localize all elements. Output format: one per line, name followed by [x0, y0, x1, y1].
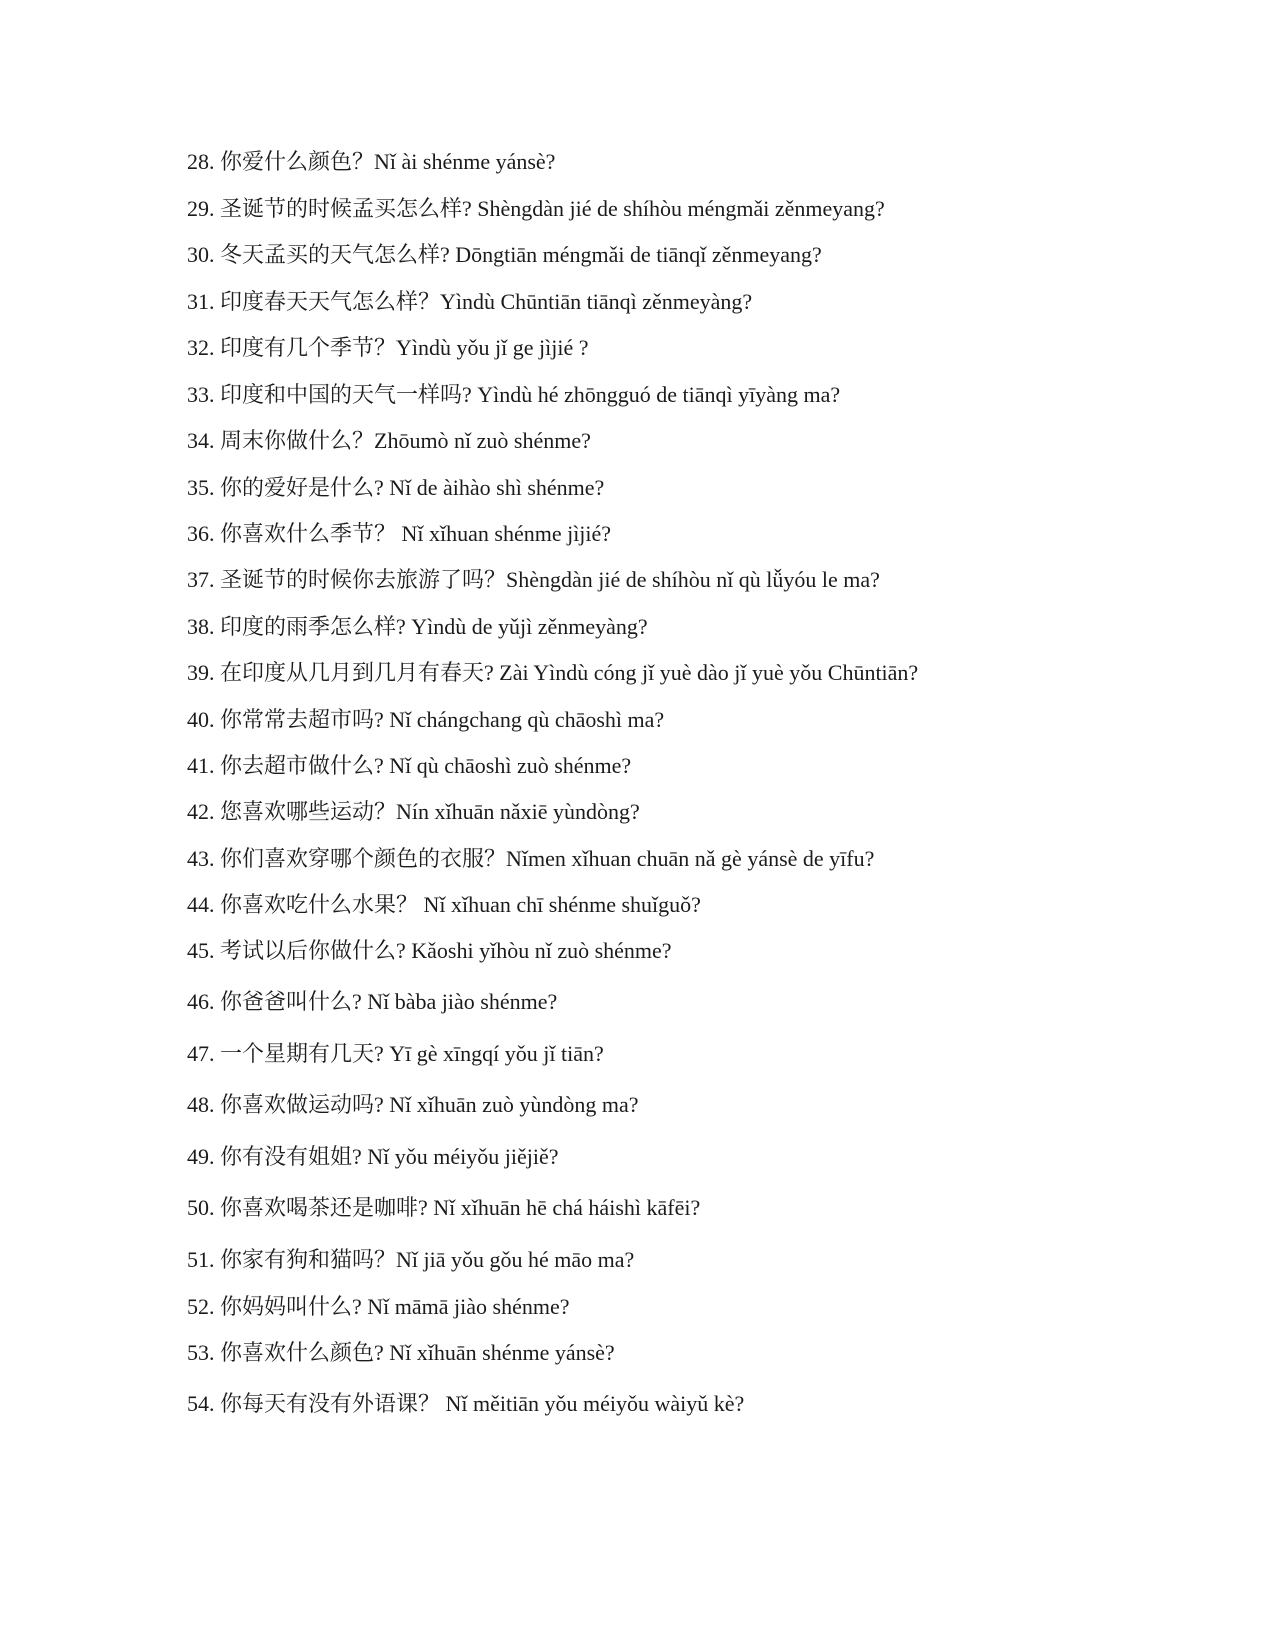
question-42: 42. 您喜欢哪些运动？Nín xǐhuān nǎxiē yùndòng? — [187, 799, 640, 824]
question-49: 49. 你有没有姐姐? Nǐ yǒu méiyǒu jiějiě? — [187, 1144, 559, 1169]
question-37: 37. 圣诞节的时候你去旅游了吗？Shèngdàn jié de shíhòu nǐ qù lǚyóu le ma? — [187, 567, 880, 592]
question-35: 35. 你的爱好是什么? Nǐ de àihào shì shénme? — [187, 475, 605, 500]
question-40: 40. 你常常去超市吗? Nǐ chángchang qù chāoshì ma? — [187, 707, 665, 732]
question-28: 28. 你爱什么颜色？Nǐ ài shénme yánsè? — [187, 149, 556, 174]
question-29: 29. 圣诞节的时候孟买怎么样? Shèngdàn jié de shíhòu méngmǎi zěnmeyang? — [187, 196, 885, 221]
question-32: 32. 印度有几个季节？Yìndù yǒu jǐ ge jìjié ? — [187, 335, 589, 360]
question-36: 36. 你喜欢什么季节？ Nǐ xǐhuan shénme jìjié? — [187, 521, 612, 546]
question-31: 31. 印度春天天气怎么样？Yìndù Chūntiān tiānqì zěnmeyàng? — [187, 289, 753, 314]
question-46: 46. 你爸爸叫什么? Nǐ bàba jiào shénme? — [187, 989, 558, 1014]
question-45: 45. 考试以后你做什么? Kǎoshi yǐhòu nǐ zuò shénme? — [187, 938, 672, 963]
question-39: 39. 在印度从几月到几月有春天? Zài Yìndù cóng jǐ yuè dào jǐ yuè yǒu Chūntiān? — [187, 660, 919, 685]
question-43: 43. 你们喜欢穿哪个颜色的衣服？Nǐmen xǐhuan chuān nǎ gè yánsè de yīfu? — [187, 846, 875, 871]
question-48: 48. 你喜欢做运动吗? Nǐ xǐhuān zuò yùndòng ma? — [187, 1092, 639, 1117]
question-33: 33. 印度和中国的天气一样吗? Yìndù hé zhōngguó de tiānqì yīyàng ma? — [187, 382, 841, 407]
question-50: 50. 你喜欢喝茶还是咖啡? Nǐ xǐhuān hē chá háishì kāfēi? — [187, 1195, 701, 1220]
question-47: 47. 一个星期有几天? Yī gè xīngqí yǒu jǐ tiān? — [187, 1041, 604, 1066]
question-51: 51. 你家有狗和猫吗？Nǐ jiā yǒu gǒu hé māo ma? — [187, 1247, 635, 1272]
question-34: 34. 周末你做什么？Zhōumò nǐ zuò shénme? — [187, 428, 591, 453]
question-53: 53. 你喜欢什么颜色? Nǐ xǐhuān shénme yánsè? — [187, 1340, 615, 1365]
question-52: 52. 你妈妈叫什么? Nǐ māmā jiào shénme? — [187, 1294, 570, 1319]
question-38: 38. 印度的雨季怎么样? Yìndù de yǔjì zěnmeyàng? — [187, 614, 648, 639]
question-44: 44. 你喜欢吃什么水果？ Nǐ xǐhuan chī shénme shuǐguǒ? — [187, 892, 701, 917]
question-30: 30. 冬天孟买的天气怎么样? Dōngtiān méngmǎi de tiānqǐ zěnmeyang? — [187, 242, 822, 267]
question-41: 41. 你去超市做什么? Nǐ qù chāoshì zuò shénme? — [187, 753, 632, 778]
question-54: 54. 你每天有没有外语课？ Nǐ měitiān yǒu méiyǒu wàiyǔ kè? — [187, 1391, 745, 1416]
